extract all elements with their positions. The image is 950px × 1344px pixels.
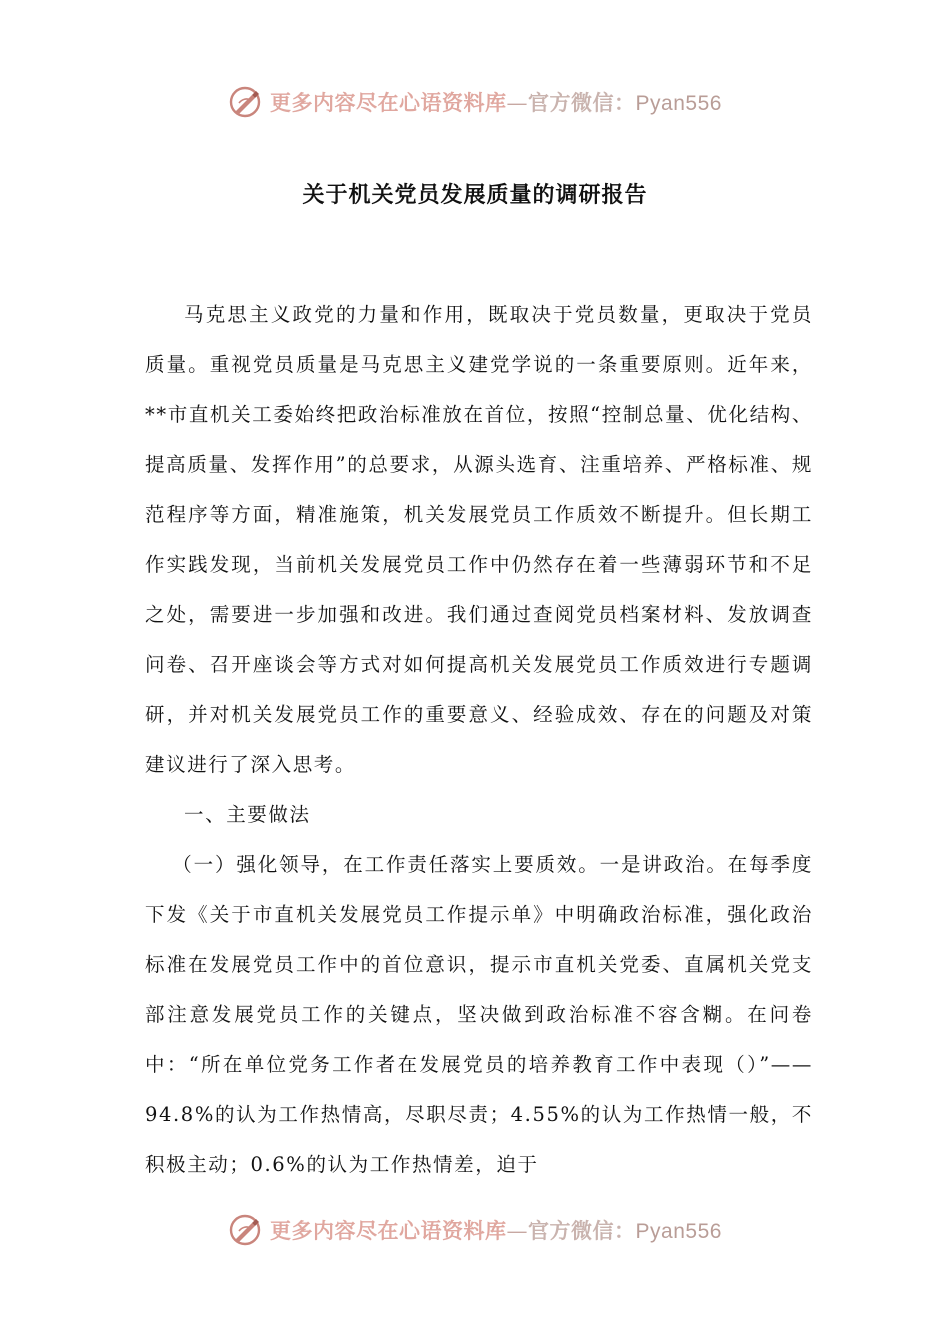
banner-separator: — [506,91,529,115]
document-body [145,290,813,1190]
section-heading: 一、主要做法 [184,803,311,826]
footer-banner [0,1208,950,1252]
document-title: 关于机关党员发展质量的调研报告 [302,183,648,208]
banner-text [270,1215,722,1245]
banner-wechat-id: Pyan556 [635,92,722,115]
banner-brand: 更多内容尽在心语资料库 [270,1218,507,1243]
subsection-paragraph: （一）强化领导，在工作责任落实上要质效。一是讲政治。在每季度下发《关于市直机关发展党员工作提示单》中明确政治标准，强化政治标准在发展党员工作中的首位意识，提示市直机关党委、直属机关党支部注意发展党员工作的关键点，坚决做到政治标准不容含糊。在问卷中：“所在单位党务工作者在发展党员的培养教育工作中表现（）”——94.8%的认为工作热情高，尽职尽责；4.55%的认为工作热情一般，不积极主动；0.6%的认为工作热情差，迫于 [145,853,813,1176]
banner-wechat-label: 官方微信： [528,90,636,115]
banner-separator: — [506,1219,529,1243]
banner-brand: 更多内容尽在心语资料库 [270,90,507,115]
banner-text [270,87,722,117]
pen-circle-logo-icon [228,85,262,119]
intro-paragraph: 马克思主义政党的力量和作用，既取决于党员数量，更取决于党员质量。重视党员质量是马克思主义建党学说的一条重要原则。近年来，**市直机关工委始终把政治标准放在首位，按照“控制总量、优化结构、提高质量、发挥作用”的总要求，从源头选育、注重培养、严格标准、规范程序等方面，精准施策，机关发展党员工作质效不断提升。但长期工作实践发现，当前机关发展党员工作中仍然存在着一些薄弱环节和不足之处，需要进一步加强和改进。我们通过查阅党员档案材料、发放调查问卷、召开座谈会等方式对如何提高机关发展党员工作质效进行专题调研，并对机关发展党员工作的重要意义、经验成效、存在的问题及对策建议进行了深入思考。 [145,303,813,776]
banner-wechat-label: 官方微信： [528,1218,636,1243]
header-banner [0,80,950,124]
pen-circle-logo-icon [228,1213,262,1247]
banner-wechat-id: Pyan556 [635,1220,722,1243]
